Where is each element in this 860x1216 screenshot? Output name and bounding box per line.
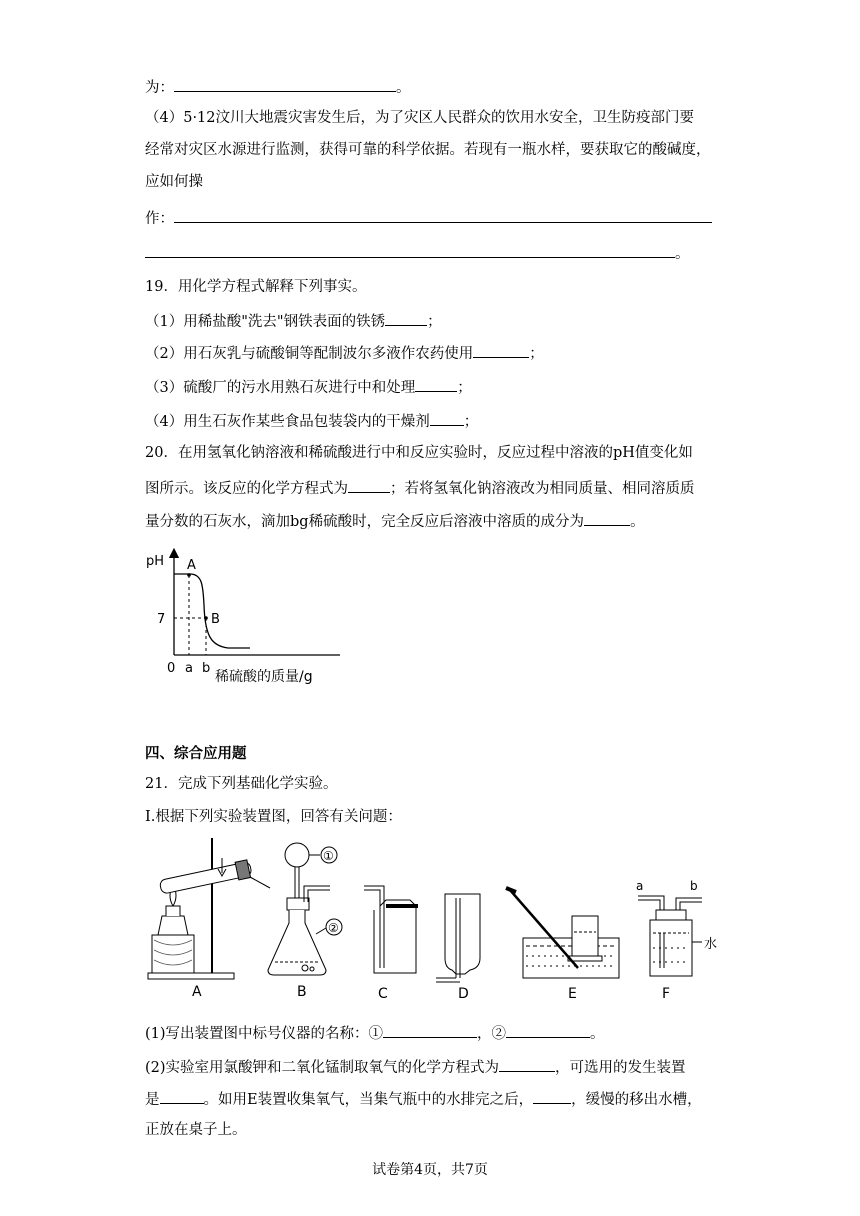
y-axis-label: pH xyxy=(146,554,165,569)
marker-1: ① xyxy=(323,849,334,863)
q21-text: ，缓慢的移出水槽， xyxy=(571,1092,702,1108)
y-tick-7: 7 xyxy=(157,612,166,627)
q19-item-text: （2）用石灰乳与硫酸铜等配制波尔多液作农药使用 xyxy=(145,346,474,362)
answer-blank[interactable] xyxy=(348,477,390,493)
answer-blank[interactable] xyxy=(473,342,529,358)
q18-p4-line3: 应如何操 xyxy=(145,174,203,190)
q19-item-end: ； xyxy=(457,380,472,396)
apparatus-a xyxy=(148,838,270,1000)
answer-blank[interactable] xyxy=(499,1056,555,1072)
q21-text: (2)实验室用氯酸钾和二氧化锰制取氧气的化学方程式为 xyxy=(145,1060,500,1076)
q21-text: ，可选用的发生装置 xyxy=(555,1060,686,1076)
answer-blank[interactable] xyxy=(584,510,630,526)
label-e: E xyxy=(568,986,577,1002)
answer-blank[interactable] xyxy=(533,1088,571,1104)
answer-blank[interactable] xyxy=(174,207,712,223)
q18-prefix: 为： xyxy=(145,80,174,96)
label-f: F xyxy=(662,986,671,1002)
q19-item-3 xyxy=(145,376,472,398)
q20-line1: 20．在用氢氧化钠溶液和稀硫酸进行中和反应实验时，反应过程中溶液的pH值变化如 xyxy=(145,445,693,461)
q21-text: 。 xyxy=(590,1026,605,1042)
q18-p4-line2: 经常对灾区水源进行监测，获得可靠的科学依据。若现有一瓶水样，要获取它的酸碱度， xyxy=(145,142,711,158)
q19-item-end: ； xyxy=(427,314,442,330)
q19-item-end: ； xyxy=(463,414,479,430)
q19-item-4 xyxy=(145,410,478,432)
q19-title: 19．用化学方程式解释下列事实。 xyxy=(145,279,367,295)
q19-item-1 xyxy=(145,310,442,332)
q18-p4-line5 xyxy=(145,242,690,264)
label-b: B xyxy=(297,984,307,1000)
port-a: a xyxy=(636,879,644,893)
answer-blank[interactable] xyxy=(506,1022,590,1038)
apparatus-figure xyxy=(140,838,730,1003)
answer-blank[interactable] xyxy=(383,1022,477,1038)
q21-title: 21．完成下列基础化学实验。 xyxy=(145,776,338,792)
answer-blank[interactable] xyxy=(145,242,675,258)
q19-item-text: （4）用生石灰作某些食品包装袋内的干燥剂 xyxy=(145,414,430,430)
q19-item-2 xyxy=(145,342,544,364)
q21-sub2-line1 xyxy=(145,1056,686,1078)
answer-blank[interactable] xyxy=(430,410,464,426)
q20-text: 量分数的石灰水，滴加bg稀硫酸时，完全反应后溶液中溶质的成分为 xyxy=(145,514,585,530)
apparatus-e xyxy=(506,888,619,1002)
water-label: 水 xyxy=(704,937,718,952)
label-d: D xyxy=(458,986,469,1002)
q21-sub2-line3: 正放在桌子上。 xyxy=(145,1122,247,1138)
ph-curve xyxy=(174,574,250,648)
q18-suffix: 。 xyxy=(396,80,411,96)
point-a-label: A xyxy=(187,558,196,573)
x-axis-label: 稀硫酸的质量/g xyxy=(215,669,313,685)
q21-part1: I.根据下列实验装置图，回答有关问题： xyxy=(145,809,402,825)
point-a xyxy=(187,573,191,577)
q21-text: ，② xyxy=(477,1026,507,1042)
label-c: C xyxy=(378,986,388,1002)
q21-text: (1)写出装置图中标号仪器的名称：① xyxy=(145,1026,384,1042)
q21-text: 。如用E装置收集氧气，当集气瓶中的水排完之后， xyxy=(203,1092,534,1108)
q19-item-end: ； xyxy=(529,346,544,362)
q18-p4-suffix: 。 xyxy=(675,246,690,262)
section4-heading: 四、综合应用题 xyxy=(145,746,247,762)
point-b-label: B xyxy=(211,612,220,627)
q20-text: 图所示。该反应的化学方程式为 xyxy=(145,481,348,497)
apparatus-b xyxy=(268,843,342,1000)
q19-item-text: （1）用稀盐酸"洗去"钢铁表面的铁锈 xyxy=(145,314,386,330)
q20-line3 xyxy=(145,510,645,532)
label-a: A xyxy=(192,984,202,1000)
answer-blank[interactable] xyxy=(160,1088,204,1104)
page-footer: 试卷第4页，共7页 xyxy=(372,1162,488,1178)
answer-blank[interactable] xyxy=(174,76,396,92)
answer-blank[interactable] xyxy=(385,310,427,326)
x-tick-0: 0 xyxy=(167,661,176,676)
x-tick-b: b xyxy=(202,661,211,676)
q19-item-text: （3）硫酸厂的污水用熟石灰进行中和处理 xyxy=(145,380,416,396)
apparatus-c xyxy=(364,886,418,1002)
apparatus-d xyxy=(436,894,480,1002)
q18-p4-prefix: 作： xyxy=(145,211,174,227)
port-b: b xyxy=(690,879,698,893)
x-tick-a: a xyxy=(185,661,193,676)
q21-text: 是 xyxy=(145,1092,160,1108)
apparatus-f xyxy=(636,879,717,1002)
q18-p4-line1: （4）5·12汶川大地震灾害发生后，为了灾区人民群众的饮用水安全，卫生防疫部门要 xyxy=(145,110,695,126)
ph-titration-graph xyxy=(140,545,350,690)
q20-text: 。 xyxy=(630,514,645,530)
q20-line2 xyxy=(145,477,695,499)
q21-sub1 xyxy=(145,1022,605,1044)
point-b xyxy=(204,616,208,620)
q18-answer-line xyxy=(145,76,411,98)
q21-sub2-line2 xyxy=(145,1088,702,1110)
answer-blank[interactable] xyxy=(415,376,457,392)
marker-2: ② xyxy=(328,921,339,935)
q20-text: ；若将氢氧化钠溶液改为相同质量、相同溶质质 xyxy=(390,481,695,497)
q18-p4-line4 xyxy=(145,207,712,229)
